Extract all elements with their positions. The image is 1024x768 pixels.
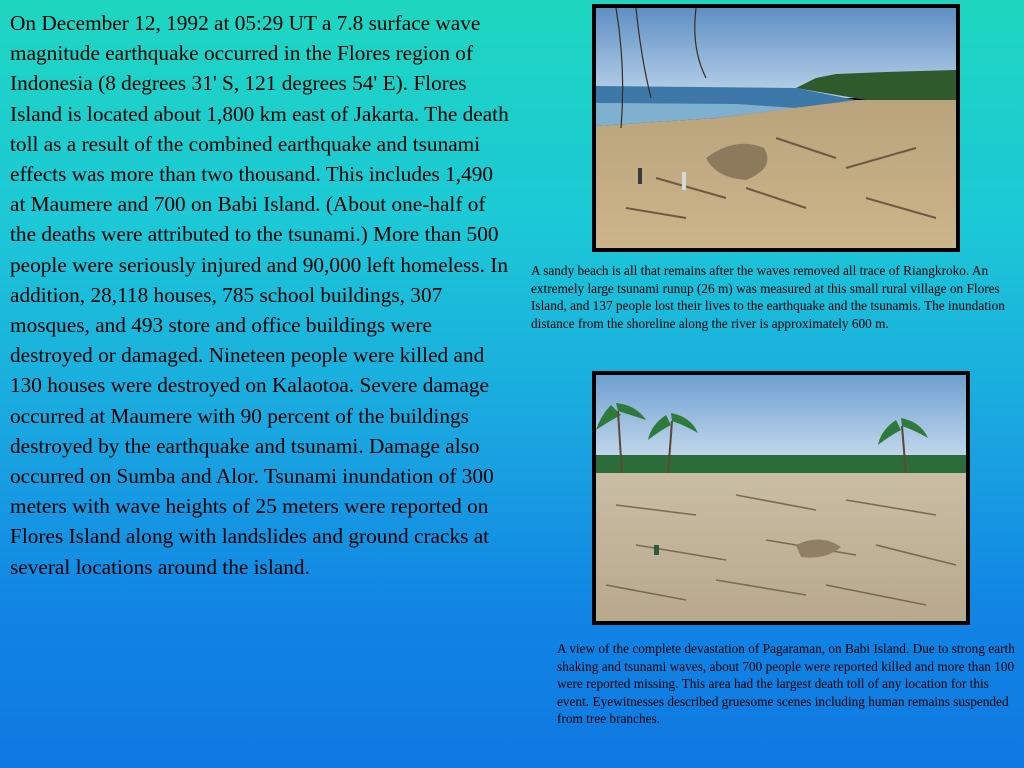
caption-riangkroko: A sandy beach is all that remains after the waves removed all trace of Riangkroko. An extremely large tsunami runup (26 m) was measured at this small rural village on Flores Island, and 137 people lost their lives to the earthquake and the tsunamis. The inundation distance from the shoreline along the river is approximately 600 m. (531, 263, 1005, 331)
riangkroko-beach-photo (592, 4, 960, 252)
main-paragraph: On December 12, 1992 at 05:29 UT a 7.8 surface wave magnitude earthquake occurred in the Flores region of Indonesia (8 degrees 31' S, 121 degrees 54' E). Flores Island is located about 1,800 km east of Jakarta. The death toll as a result of the combined earthquake and tsunami effects was more than two thousand. This includes 1,490 at Maumere and 700 on Babi Island. (About one-half of the deaths were attributed to the tsunami.) More than 500 people were seriously injured and 90,000 left homeless. In addition, 28,118 houses, 785 school buildings, 307 mosques, and 493 store and office buildings were destroyed or damaged. Nineteen people were killed and 130 houses were destroyed on Kalaotoa. Severe damage occurred at Maumere with 90 percent of the buildings destroyed by the earthquake and tsunami. Damage also occurred on Sumba and Alor. Tsunami inundation of 300 meters with wave heights of 25 meters were reported on Flores Island along with landslides and ground cracks at several locations around the island. (10, 11, 509, 579)
pagaraman-devastation-photo (592, 371, 970, 625)
caption-pagaraman: A view of the complete devastation of Pagaraman, on Babi Island. Due to strong earth shaking and tsunami waves, about 700 people were reported killed and more than 100 were reported missing. This area had the largest death toll of any location for this event. Eyewitnesses described gruesome scenes including human remains suspended from tree branches. (557, 641, 1015, 726)
